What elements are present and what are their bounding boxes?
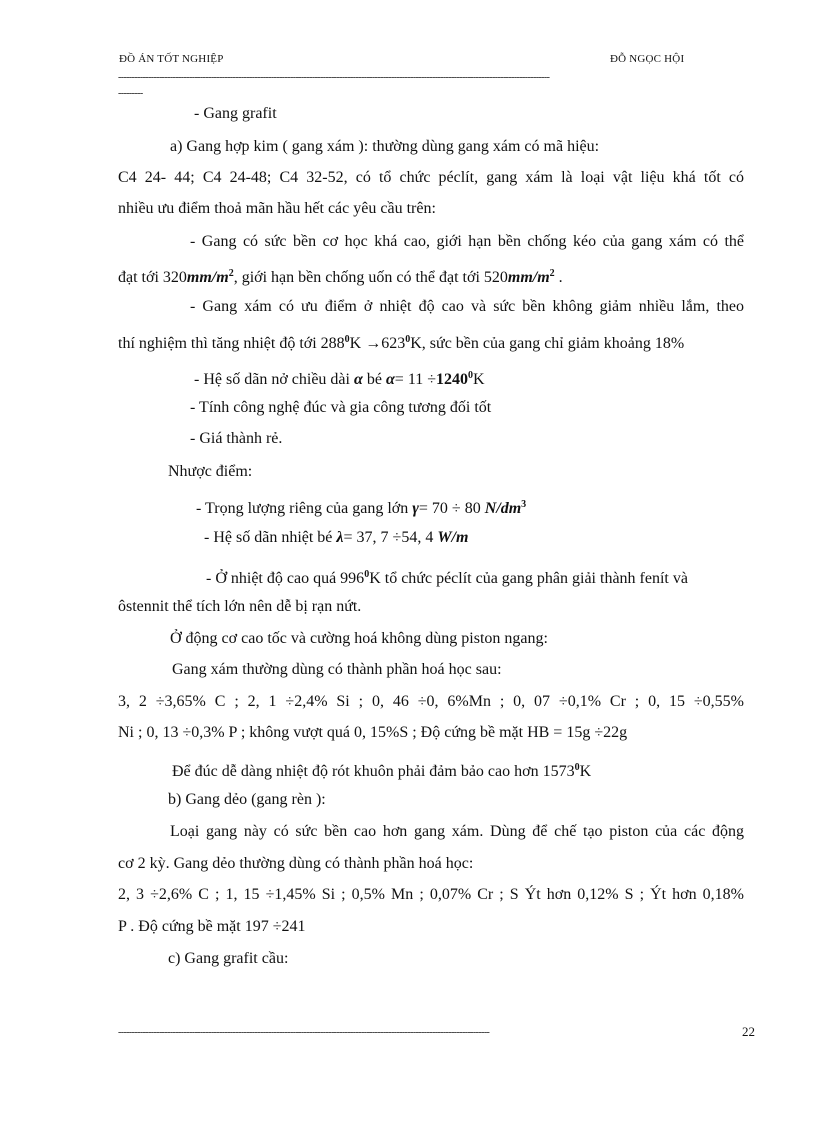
text-line: 2, 3 ÷2,6% C ; 1, 15 ÷1,45% Si ; 0,5% Mn ; 0,07% Cr ; S Ýt hơn 0,12% S ; Ýt hơn 0,18% [118, 886, 744, 903]
unit-mm-per-m2: mm/m [507, 269, 550, 286]
text-line: - Gang xám có ưu điểm ở nhiệt độ cao và sức bền không giảm nhiều lắm, theo [190, 298, 744, 315]
subheading-disadvantages: Nhược điểm: [168, 463, 253, 480]
header-rule: -------------------------------------------------------------------------------------------------------------------------------------------------------------- [118, 72, 550, 83]
text-line: cơ 2 kỳ. Gang dẻo thường dùng có thành phần hoá học: [118, 855, 474, 872]
text-line: Ni ; 0, 13 ÷0,3% P ; không vượt quá 0, 15%S ; Độ cứng bề mặt HB = 15g ÷22g [118, 724, 628, 741]
header-rule-continued: --------- [118, 88, 143, 99]
text-line: - Gang có sức bền cơ học khá cao, giới hạn bền chống kéo của gang xám có thể [190, 233, 744, 250]
text-line-with-symbols: - Hệ số dãn nở chiều dài α bé $\alpha= 11 \div 1240^0K$ [194, 370, 485, 388]
unit-mm-per-m2: mm/m [186, 269, 229, 286]
text-line: - Tính công nghệ đúc và gia công tương đối tốt [190, 399, 492, 416]
text-line-with-symbols: - Hệ số dãn nhiệt bé λ= 37, 7 ÷54, 4 W/m [204, 529, 469, 546]
header-left-title: ĐỒ ÁN TỐT NGHIỆP [119, 53, 224, 65]
text-line: Ở động cơ cao tốc và cường hoá không dùng piston ngang: [170, 630, 548, 647]
text-line: 3, 2 ÷3,65% C ; 2, 1 ÷2,4% Si ; 0, 46 ÷0, 6%Mn ; 0, 07 ÷0,1% Cr ; 0, 15 ÷0,55% [118, 693, 744, 710]
text-line-with-superscripts: thí nghiệm thì tăng nhiệt độ tới $288^0K \to 623^0K$, sức bền của gang chỉ giảm khoảng 18% [118, 334, 685, 352]
text-line: nhiều ưu điểm thoả mãn hầu hết các yêu cầu trên: [118, 200, 436, 217]
text-line: Gang xám thường dùng có thành phần hoá học sau: [172, 661, 502, 678]
header-right-author: ĐỖ NGỌC HỘI [610, 53, 685, 65]
subheading-gang-deo: b) Gang dẻo (gang rèn ): [168, 791, 326, 808]
text-line: - Giá thành rẻ. [190, 430, 283, 447]
text-line-with-superscripts: Để đúc dễ dàng nhiệt độ rót khuôn phải đảm bảo cao hơn 1573$^0$K [172, 762, 592, 780]
text-line: P . Độ cứng bề mặt 197 ÷241 [118, 918, 306, 935]
text-line-with-superscripts: - Ở nhiệt độ cao quá $996^0K$ tổ chức péclít của gang phân giải thành fenít và [206, 569, 688, 587]
text-line: C4 24- 44; C4 24-48; C4 32-52, có tổ chức péclít, gang xám là loại vật liệu khá tốt có [118, 169, 744, 186]
text-line: - Gang grafit [194, 105, 277, 122]
page-number: 22 [742, 1024, 755, 1039]
text-line: a) Gang hợp kim ( gang xám ): thường dùng gang xám có mã hiệu: [170, 138, 600, 155]
subheading-gang-grafit-cau: c) Gang grafit cầu: [168, 950, 289, 967]
text-line: ôstennit thể tích lớn nên dễ bị rạn nứt. [118, 598, 362, 615]
footer-rule: ---------------------------------------------------------------------------------------------------------------------------------------- [118, 1027, 490, 1038]
text-line-with-units: đạt tới $320mm/m^2$, giới hạn bền chống uốn có thể đạt tới $520mm/m^2$ . [118, 268, 563, 286]
text-line-with-symbols: - Trọng lượng riêng của gang lớn γ= 70 ÷ 80 $N/dm^3$ [196, 499, 527, 517]
text-line: Loại gang này có sức bền cao hơn gang xám. Dùng để chế tạo piston của các động [170, 823, 744, 840]
